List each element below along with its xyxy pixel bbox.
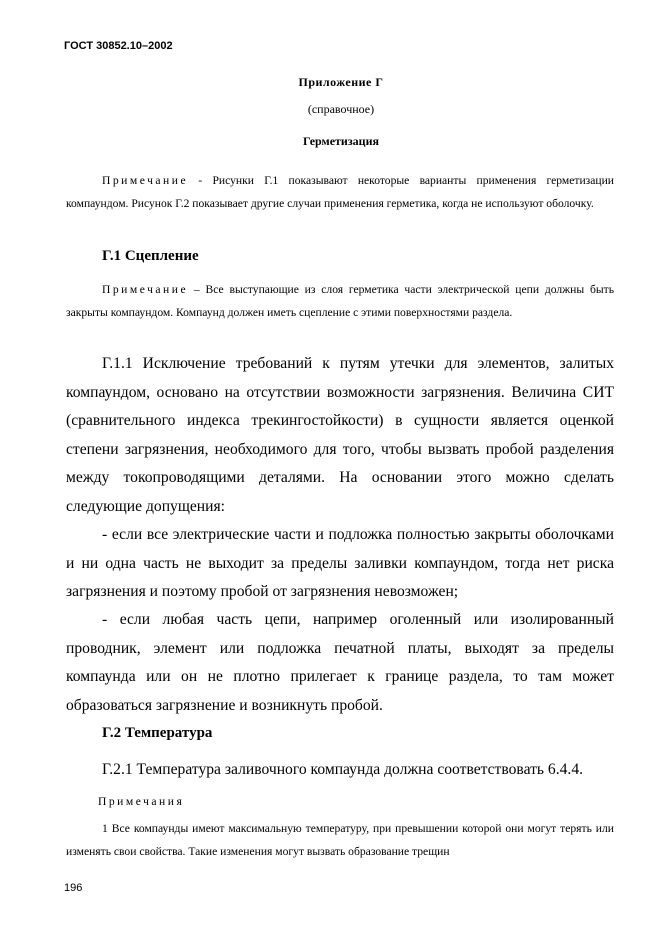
section-g1-note (66, 279, 614, 324)
paragraph-g1-1: Г.1.1 Исключение требований к путям утечки для элементов, залитых компаундом, основано на отсутствии возможности загрязнения. Величина СИТ (сравнительного индекса трекингостойкости) в сущности является оценкой степени загрязнения, необходимого для того, чтобы вызвать пробой разделения между токопроводящими деталями. На основании этого можно сделать следующие допущения: (66, 355, 614, 515)
bullet-paragraph-2: - если любая часть цепи, например оголенный или изолированный проводник, элемент или подложка печатной платы, выходят за пределы компаунда или он не плотно прилегает к границе раздела, то там может образоваться загрязнение и возникнуть пробой. (66, 611, 614, 714)
section-g1-heading: Г.1 Сцепление (102, 248, 199, 264)
appendix-title: Приложение Г (298, 75, 384, 89)
note-label: Примечание (102, 283, 189, 296)
appendix-subtitle: (справочное) (307, 102, 375, 116)
note-text: - Рисунки Г.1 показывают некоторые варианты применения герметизации компаундом. Рисунок Г.2 показывает другие случаи применения герметика, когда не используют оболочку. (66, 174, 614, 210)
document-header: ГОСТ 30852.10–2002 (64, 40, 173, 52)
note-label: Примечание (102, 174, 189, 187)
note-text: – Все выступающие из слоя герметика части электрической цепи должны быть закрыты компаундом. Компаунд должен иметь сцепление с этими поверхностями раздела. (66, 283, 614, 319)
appendix-section-title: Герметизация (303, 134, 379, 148)
bullet-paragraph-1: - если все электрические части и подложка полностью закрыты оболочками и ни одна часть не выходит за пределы заливки компаундом, тогда нет риска загрязнения и поэтому пробой от загрязнения невозможен; (66, 526, 614, 600)
page-number: 196 (64, 882, 83, 894)
section-g2-heading: Г.2 Температура (102, 725, 213, 741)
intro-note (66, 170, 614, 215)
paragraph-g2-1: Г.2.1 Температура заливочного компаунда должна соответствовать 6.4.4. (102, 761, 584, 778)
notes-title: Примечания (98, 795, 185, 808)
notes-item-1: 1 Все компаунды имеют максимальную температуру, при превышении которой они могут терять или изменять свои свойства. Такие изменения могут вызвать образование трещин (66, 822, 614, 858)
